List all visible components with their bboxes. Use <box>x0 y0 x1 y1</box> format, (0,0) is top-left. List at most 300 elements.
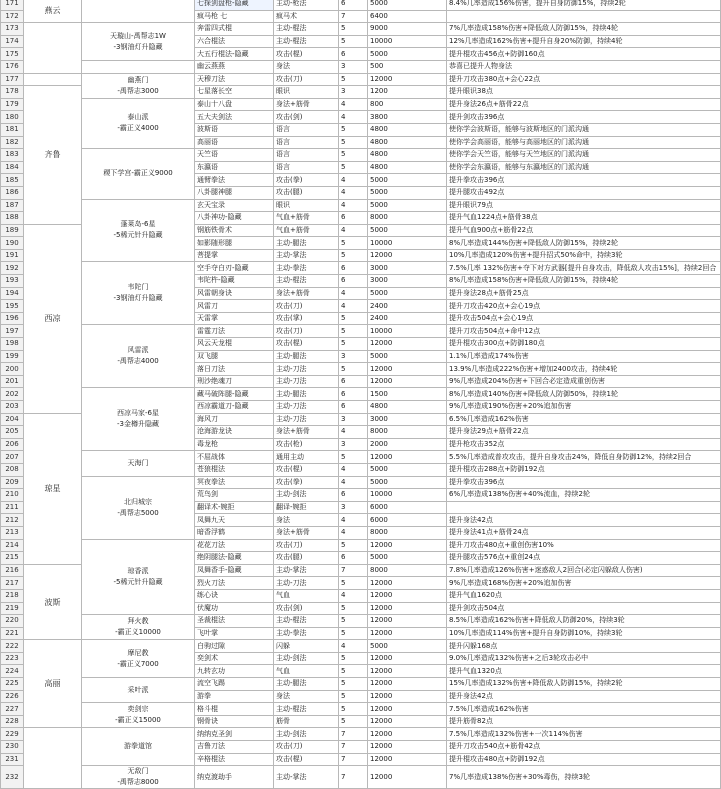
cost-cell[interactable]: 12000 <box>368 715 447 728</box>
row-number-cell[interactable]: 179 <box>1 98 24 111</box>
sect-cell[interactable]: 西凉马家-6星 -3金樽升隐藏 <box>82 388 195 451</box>
row-number-cell[interactable]: 173 <box>1 23 24 36</box>
grade-cell[interactable]: 5 <box>339 325 368 338</box>
table-row[interactable] <box>1 615 721 628</box>
grade-cell[interactable]: 6 <box>339 489 368 502</box>
effect-cell[interactable]: 9%几率造成168%伤害+20%追加伤害 <box>447 577 721 590</box>
table-row[interactable] <box>1 476 721 489</box>
table-row[interactable] <box>1 325 721 338</box>
skill-name-cell[interactable]: 九转玄功 <box>195 665 274 678</box>
row-number-cell[interactable]: 217 <box>1 577 24 590</box>
cost-cell[interactable]: 5000 <box>368 224 447 237</box>
cost-cell[interactable]: 6000 <box>368 514 447 527</box>
skill-type-cell[interactable]: 攻击(棍) <box>274 338 339 351</box>
skill-name-cell[interactable]: 凤舞香手-隐藏 <box>195 564 274 577</box>
cost-cell[interactable]: 12000 <box>368 451 447 464</box>
effect-cell[interactable]: 12%几率造成162%伤害+提升自身20%防御，持续4轮 <box>447 35 721 48</box>
effect-cell[interactable]: 提升剑攻击504点 <box>447 602 721 615</box>
region-cell[interactable]: 燕云 <box>24 0 82 23</box>
row-number-cell[interactable]: 204 <box>1 413 24 426</box>
effect-cell[interactable]: 提升刀攻击380点+会心22点 <box>447 73 721 86</box>
cost-cell[interactable]: 12000 <box>368 338 447 351</box>
grade-cell[interactable]: 5 <box>339 123 368 136</box>
skill-name-cell[interactable]: 八卦腿神腿 <box>195 186 274 199</box>
cost-cell[interactable]: 5000 <box>368 476 447 489</box>
table-row[interactable] <box>1 539 721 552</box>
skill-type-cell[interactable]: 攻击(枪) <box>274 438 339 451</box>
grade-cell[interactable]: 5 <box>339 615 368 628</box>
row-number-cell[interactable]: 172 <box>1 10 24 23</box>
skill-type-cell[interactable]: 语言 <box>274 161 339 174</box>
cost-cell[interactable]: 5000 <box>368 552 447 565</box>
grade-cell[interactable]: 7 <box>339 753 368 766</box>
skill-type-cell[interactable]: 主动-腿法 <box>274 350 339 363</box>
skill-type-cell[interactable]: 气血 <box>274 665 339 678</box>
row-number-cell[interactable]: 176 <box>1 60 24 73</box>
row-number-cell[interactable]: 196 <box>1 312 24 325</box>
skill-name-cell[interactable]: 波斯语 <box>195 123 274 136</box>
skill-type-cell[interactable]: 主动-棍法 <box>274 275 339 288</box>
cost-cell[interactable]: 12000 <box>368 753 447 766</box>
table-row[interactable] <box>1 98 721 111</box>
skill-name-cell[interactable]: 辛格棍法 <box>195 753 274 766</box>
effect-cell[interactable]: 提升气血1620点 <box>447 589 721 602</box>
table-row[interactable] <box>1 149 721 162</box>
effect-cell[interactable]: 提升棍攻击480点+防御192点 <box>447 753 721 766</box>
cost-cell[interactable]: 5000 <box>368 463 447 476</box>
effect-cell[interactable]: 7%几率造成138%伤害+30%毒伤，持续3轮 <box>447 766 721 789</box>
cost-cell[interactable]: 5000 <box>368 174 447 187</box>
table-row[interactable] <box>1 0 721 10</box>
effect-cell[interactable]: 6%几率造成138%伤害+40%流血，持续2轮 <box>447 489 721 502</box>
effect-cell[interactable]: 8%几率造成140%伤害+降低敌人防御50%，持续1轮 <box>447 388 721 401</box>
effect-cell[interactable]: 使你学会波斯语，能够与波斯地区的门派沟通 <box>447 123 721 136</box>
row-number-cell[interactable]: 202 <box>1 388 24 401</box>
grade-cell[interactable]: 3 <box>339 60 368 73</box>
skill-name-cell[interactable]: 伏魔功 <box>195 602 274 615</box>
cost-cell[interactable]: 3000 <box>368 275 447 288</box>
skill-type-cell[interactable]: 气血+筋骨 <box>274 212 339 225</box>
cost-cell[interactable]: 10000 <box>368 489 447 502</box>
table-row[interactable] <box>1 388 721 401</box>
skill-type-cell[interactable]: 攻击(刀) <box>274 539 339 552</box>
skill-name-cell[interactable]: 落日刀法 <box>195 363 274 376</box>
region-cell[interactable]: 西凉 <box>24 224 82 413</box>
table-row[interactable] <box>1 60 721 73</box>
effect-cell[interactable]: 13.9%几率造成222%伤害+增加2400攻击，持续4轮 <box>447 363 721 376</box>
skill-name-cell[interactable]: 荒鸟剑 <box>195 489 274 502</box>
effect-cell[interactable]: 10%几率造成114%伤害+提升自身防御10%，持续3轮 <box>447 627 721 640</box>
row-number-cell[interactable]: 207 <box>1 451 24 464</box>
row-number-cell[interactable]: 208 <box>1 463 24 476</box>
skill-type-cell[interactable]: 攻击(刀) <box>274 325 339 338</box>
cost-cell[interactable]: 4800 <box>368 149 447 162</box>
table-row[interactable] <box>1 23 721 36</box>
skill-type-cell[interactable]: 语言 <box>274 136 339 149</box>
skill-type-cell[interactable]: 主动-棍法 <box>274 35 339 48</box>
cost-cell[interactable]: 12000 <box>368 577 447 590</box>
effect-cell[interactable]: 提升气血1320点 <box>447 665 721 678</box>
grade-cell[interactable]: 4 <box>339 476 368 489</box>
row-number-cell[interactable]: 212 <box>1 514 24 527</box>
effect-cell[interactable]: 提升身法42点 <box>447 690 721 703</box>
effect-cell[interactable]: 提升棍攻击300点+防御180点 <box>447 338 721 351</box>
skill-type-cell[interactable]: 筋骨 <box>274 715 339 728</box>
grade-cell[interactable]: 3 <box>339 350 368 363</box>
effect-cell[interactable]: 10%几率造成120%伤害+提升招式50%命中，持续3轮 <box>447 249 721 262</box>
cost-cell[interactable]: 3000 <box>368 413 447 426</box>
skill-name-cell[interactable]: 泰山十八盘 <box>195 98 274 111</box>
table-row[interactable] <box>1 703 721 716</box>
skill-type-cell[interactable]: 主动-刀法 <box>274 577 339 590</box>
effect-cell[interactable]: 提升刀攻击504点+命中12点 <box>447 325 721 338</box>
row-number-cell[interactable]: 227 <box>1 703 24 716</box>
cost-cell[interactable]: 6400 <box>368 10 447 23</box>
effect-cell[interactable]: 提升身法29点+筋骨22点 <box>447 426 721 439</box>
skill-type-cell[interactable]: 身法+筋骨 <box>274 526 339 539</box>
cost-cell[interactable]: 12000 <box>368 73 447 86</box>
grade-cell[interactable]: 3 <box>339 438 368 451</box>
effect-cell[interactable]: 提升气血900点+筋骨22点 <box>447 224 721 237</box>
grade-cell[interactable]: 4 <box>339 174 368 187</box>
skill-type-cell[interactable]: 攻击(刀) <box>274 300 339 313</box>
skill-type-cell[interactable]: 攻击(掌) <box>274 312 339 325</box>
skill-name-cell[interactable]: 海风刀 <box>195 413 274 426</box>
grade-cell[interactable]: 4 <box>339 287 368 300</box>
cost-cell[interactable]: 5000 <box>368 0 447 10</box>
table-row[interactable] <box>1 640 721 653</box>
skill-name-cell[interactable]: 游拳 <box>195 690 274 703</box>
skill-type-cell[interactable]: 攻击(刀) <box>274 73 339 86</box>
grade-cell[interactable]: 7 <box>339 728 368 741</box>
skill-name-cell[interactable]: 双飞腿 <box>195 350 274 363</box>
row-number-cell[interactable]: 181 <box>1 123 24 136</box>
cost-cell[interactable]: 5000 <box>368 186 447 199</box>
cost-cell[interactable]: 12000 <box>368 627 447 640</box>
effect-cell[interactable]: 提升枪攻击352点 <box>447 438 721 451</box>
grade-cell[interactable]: 5 <box>339 136 368 149</box>
grade-cell[interactable]: 5 <box>339 249 368 262</box>
effect-cell[interactable]: 提升棍攻击456点+防御160点 <box>447 48 721 61</box>
grade-cell[interactable]: 5 <box>339 577 368 590</box>
row-number-cell[interactable]: 225 <box>1 678 24 691</box>
effect-cell[interactable]: 提升身法28点+筋骨25点 <box>447 287 721 300</box>
effect-cell[interactable]: 7.5%几率 132%伤害+夺下对方武器[提升自身攻击，降低敌人攻击15%]，持续2回合 <box>447 262 721 275</box>
effect-cell[interactable]: 提升眼识79点 <box>447 199 721 212</box>
row-number-cell[interactable]: 222 <box>1 640 24 653</box>
skill-type-cell[interactable]: 攻击(棍) <box>274 48 339 61</box>
skill-name-cell[interactable]: 空手夺白刃-隐藏 <box>195 262 274 275</box>
effect-cell[interactable]: 9%几率造成204%伤害+下回合必定造成重创伤害 <box>447 375 721 388</box>
row-number-cell[interactable]: 211 <box>1 501 24 514</box>
skill-name-cell[interactable]: 通臂拳法 <box>195 174 274 187</box>
grade-cell[interactable]: 5 <box>339 363 368 376</box>
effect-cell[interactable]: 7.5%几率造成132%伤害+一次114%伤害 <box>447 728 721 741</box>
skill-name-cell[interactable]: 烈火刀法 <box>195 577 274 590</box>
row-number-cell[interactable]: 189 <box>1 224 24 237</box>
cost-cell[interactable]: 1500 <box>368 388 447 401</box>
row-number-cell[interactable]: 206 <box>1 438 24 451</box>
skill-name-cell[interactable]: 沧海游龙诀 <box>195 426 274 439</box>
skill-type-cell[interactable]: 主动-腿法 <box>274 388 339 401</box>
skill-name-cell[interactable]: 菩提掌 <box>195 249 274 262</box>
grade-cell[interactable]: 4 <box>339 300 368 313</box>
skill-name-cell[interactable]: 飞叶掌 <box>195 627 274 640</box>
row-number-cell[interactable]: 195 <box>1 300 24 313</box>
cost-cell[interactable]: 6000 <box>368 501 447 514</box>
skill-name-cell[interactable]: 幽云燕燕 <box>195 60 274 73</box>
effect-cell[interactable]: 15%几率造成132%伤害+降低敌人防御15%，持续2轮 <box>447 678 721 691</box>
cost-cell[interactable]: 10000 <box>368 237 447 250</box>
skill-type-cell[interactable]: 主动-剑法 <box>274 728 339 741</box>
grade-cell[interactable]: 6 <box>339 212 368 225</box>
skill-type-cell[interactable]: 攻击(棍) <box>274 753 339 766</box>
cost-cell[interactable]: 2000 <box>368 438 447 451</box>
row-number-cell[interactable]: 193 <box>1 275 24 288</box>
grade-cell[interactable]: 5 <box>339 627 368 640</box>
skill-name-cell[interactable]: 苍狼棍法 <box>195 463 274 476</box>
effect-cell[interactable]: 7.8%几率造成126%伤害+迷惑敌人2回合(必定闪躲敌人伤害) <box>447 564 721 577</box>
row-number-cell[interactable]: 231 <box>1 753 24 766</box>
skill-type-cell[interactable]: 身法 <box>274 514 339 527</box>
skill-type-cell[interactable]: 攻击(剑) <box>274 111 339 124</box>
effect-cell[interactable]: 提升刀攻击480点+重创伤害10% <box>447 539 721 552</box>
effect-cell[interactable]: 提升身法42点 <box>447 514 721 527</box>
row-number-cell[interactable]: 183 <box>1 149 24 162</box>
table-row[interactable] <box>1 199 721 212</box>
row-number-cell[interactable]: 221 <box>1 627 24 640</box>
skill-name-cell[interactable]: 天竺语 <box>195 149 274 162</box>
effect-cell[interactable]: 提升棍攻击288点+防御192点 <box>447 463 721 476</box>
effect-cell[interactable]: 提升拳攻击396点 <box>447 476 721 489</box>
table-row[interactable] <box>1 766 721 789</box>
sect-cell[interactable]: 摩尼教 -霸正义7000 <box>82 640 195 678</box>
row-number-cell[interactable]: 210 <box>1 489 24 502</box>
skill-type-cell[interactable]: 身法+筋骨 <box>274 426 339 439</box>
row-number-cell[interactable]: 190 <box>1 237 24 250</box>
skill-name-cell[interactable]: 八卦神功-隐藏 <box>195 212 274 225</box>
skill-name-cell[interactable]: 白驹过隙 <box>195 640 274 653</box>
cost-cell[interactable]: 12000 <box>368 375 447 388</box>
row-number-cell[interactable]: 199 <box>1 350 24 363</box>
skill-name-cell[interactable]: 疯马枪 七 <box>195 10 274 23</box>
cost-cell[interactable]: 1200 <box>368 86 447 99</box>
skill-type-cell[interactable]: 气血 <box>274 589 339 602</box>
region-cell[interactable] <box>24 73 82 86</box>
effect-cell[interactable] <box>447 501 721 514</box>
skill-name-cell[interactable]: 吉鲁刀法 <box>195 741 274 754</box>
row-number-cell[interactable]: 184 <box>1 161 24 174</box>
effect-cell[interactable]: 9%几率造成190%伤害+20%追加伤害 <box>447 401 721 414</box>
cost-cell[interactable]: 12000 <box>368 678 447 691</box>
skill-type-cell[interactable]: 主动-剑法 <box>274 652 339 665</box>
grade-cell[interactable]: 5 <box>339 149 368 162</box>
grade-cell[interactable]: 6 <box>339 48 368 61</box>
grade-cell[interactable]: 5 <box>339 312 368 325</box>
cost-cell[interactable]: 12000 <box>368 539 447 552</box>
skill-name-cell[interactable]: 奔雷四式棍 <box>195 23 274 36</box>
effect-cell[interactable]: 使你学会天竺语，能够与天竺地区的门派沟通 <box>447 149 721 162</box>
row-number-cell[interactable]: 228 <box>1 715 24 728</box>
skill-name-cell[interactable]: 东瀛语 <box>195 161 274 174</box>
skill-type-cell[interactable]: 攻击(拳) <box>274 476 339 489</box>
skill-name-cell[interactable]: 不屈战体 <box>195 451 274 464</box>
row-number-cell[interactable]: 187 <box>1 199 24 212</box>
row-number-cell[interactable]: 178 <box>1 86 24 99</box>
skill-type-cell[interactable]: 眼识 <box>274 86 339 99</box>
table-row[interactable] <box>1 262 721 275</box>
grade-cell[interactable]: 6 <box>339 552 368 565</box>
row-number-cell[interactable]: 226 <box>1 690 24 703</box>
cost-cell[interactable]: 5000 <box>368 287 447 300</box>
skill-type-cell[interactable]: 通用主动 <box>274 451 339 464</box>
table-row[interactable] <box>1 728 721 741</box>
grade-cell[interactable]: 7 <box>339 564 368 577</box>
effect-cell[interactable]: 提升筋骨82点 <box>447 715 721 728</box>
sect-cell[interactable]: 无敌门 -禹帮志8000 <box>82 766 195 789</box>
skill-name-cell[interactable]: 风雷刀 <box>195 300 274 313</box>
row-number-cell[interactable]: 213 <box>1 526 24 539</box>
cost-cell[interactable]: 12000 <box>368 665 447 678</box>
sect-cell[interactable]: 拜火教 -霸正义10000 <box>82 615 195 640</box>
grade-cell[interactable]: 5 <box>339 161 368 174</box>
skill-type-cell[interactable]: 主动-刀法 <box>274 363 339 376</box>
grade-cell[interactable]: 4 <box>339 463 368 476</box>
row-number-cell[interactable]: 175 <box>1 48 24 61</box>
grade-cell[interactable]: 4 <box>339 426 368 439</box>
skill-type-cell[interactable]: 攻击(腿) <box>274 186 339 199</box>
row-number-cell[interactable]: 205 <box>1 426 24 439</box>
skill-type-cell[interactable]: 主动-棍法 <box>274 615 339 628</box>
cost-cell[interactable]: 12000 <box>368 766 447 789</box>
skill-type-cell[interactable]: 闪躲 <box>274 640 339 653</box>
effect-cell[interactable]: 使你学会高丽语，能够与高丽地区的门派沟通 <box>447 136 721 149</box>
grade-cell[interactable]: 5 <box>339 539 368 552</box>
cost-cell[interactable]: 12000 <box>368 690 447 703</box>
row-number-cell[interactable]: 174 <box>1 35 24 48</box>
skill-name-cell[interactable]: 钢筋铁骨术 <box>195 224 274 237</box>
skill-name-cell[interactable]: 绝阴腿法-隐藏 <box>195 552 274 565</box>
skill-name-cell[interactable]: 雷霆刀法 <box>195 325 274 338</box>
sect-cell[interactable]: 蓬莱岛-6星 -5稀元针升隐藏 <box>82 199 195 262</box>
cost-cell[interactable]: 12000 <box>368 363 447 376</box>
skill-name-cell[interactable]: 风云天龙棍 <box>195 338 274 351</box>
grade-cell[interactable]: 5 <box>339 652 368 665</box>
cost-cell[interactable]: 8000 <box>368 212 447 225</box>
cost-cell[interactable]: 8000 <box>368 526 447 539</box>
skill-name-cell[interactable]: 七探剑盘枪-隐藏 <box>195 0 274 10</box>
grade-cell[interactable]: 6 <box>339 0 368 10</box>
region-cell[interactable] <box>24 23 82 73</box>
skill-name-cell[interactable]: 六合棍法 <box>195 35 274 48</box>
skill-name-cell[interactable]: 练心诀 <box>195 589 274 602</box>
grade-cell[interactable]: 4 <box>339 111 368 124</box>
cost-cell[interactable]: 2400 <box>368 300 447 313</box>
skill-type-cell[interactable]: 语言 <box>274 123 339 136</box>
skill-type-cell[interactable]: 攻击(剑) <box>274 602 339 615</box>
effect-cell[interactable]: 1.1%几率造成174%伤害 <box>447 350 721 363</box>
grade-cell[interactable]: 6 <box>339 262 368 275</box>
sect-cell[interactable]: 游拳道馆 <box>82 728 195 766</box>
effect-cell[interactable] <box>447 10 721 23</box>
grade-cell[interactable]: 4 <box>339 224 368 237</box>
grade-cell[interactable]: 5 <box>339 690 368 703</box>
skill-type-cell[interactable]: 攻击(刀) <box>274 741 339 754</box>
skill-name-cell[interactable]: 高丽语 <box>195 136 274 149</box>
skill-type-cell[interactable]: 主动-掌法 <box>274 766 339 789</box>
effect-cell[interactable]: 提升身法41点+筋骨24点 <box>447 526 721 539</box>
grade-cell[interactable]: 6 <box>339 275 368 288</box>
skill-type-cell[interactable]: 主动-拳法 <box>274 627 339 640</box>
effect-cell[interactable]: 提升眼识38点 <box>447 86 721 99</box>
skill-type-cell[interactable]: 主动-拳法 <box>274 262 339 275</box>
row-number-cell[interactable]: 192 <box>1 262 24 275</box>
cost-cell[interactable]: 5000 <box>368 48 447 61</box>
grade-cell[interactable]: 6 <box>339 375 368 388</box>
row-number-cell[interactable]: 186 <box>1 186 24 199</box>
row-number-cell[interactable]: 185 <box>1 174 24 187</box>
grade-cell[interactable]: 4 <box>339 199 368 212</box>
row-number-cell[interactable]: 191 <box>1 249 24 262</box>
skill-name-cell[interactable]: 圣裁棍法 <box>195 615 274 628</box>
grade-cell[interactable]: 5 <box>339 678 368 691</box>
sect-cell[interactable]: 奕剑宗 -霸正义15000 <box>82 703 195 728</box>
grade-cell[interactable]: 5 <box>339 73 368 86</box>
skill-type-cell[interactable]: 攻击(腿) <box>274 552 339 565</box>
effect-cell[interactable]: 7%几率造成158%伤害+降低敌人防御15%，持续4轮 <box>447 23 721 36</box>
grade-cell[interactable]: 5 <box>339 602 368 615</box>
cost-cell[interactable]: 5000 <box>368 350 447 363</box>
skill-name-cell[interactable]: 纳克渡劫手 <box>195 766 274 789</box>
region-cell[interactable]: 波斯 <box>24 564 82 640</box>
cost-cell[interactable]: 12000 <box>368 589 447 602</box>
table-row[interactable] <box>1 451 721 464</box>
cost-cell[interactable]: 3800 <box>368 111 447 124</box>
sect-cell[interactable]: 泰山派 -霸正义4000 <box>82 98 195 148</box>
skill-type-cell[interactable]: 气血+筋骨 <box>274 224 339 237</box>
skill-type-cell[interactable]: 身法+筋骨 <box>274 287 339 300</box>
row-number-cell[interactable]: 180 <box>1 111 24 124</box>
grade-cell[interactable]: 7 <box>339 741 368 754</box>
cost-cell[interactable]: 4800 <box>368 136 447 149</box>
grade-cell[interactable]: 5 <box>339 703 368 716</box>
cost-cell[interactable]: 12000 <box>368 615 447 628</box>
effect-cell[interactable]: 提升刀攻击420点+会心19点 <box>447 300 721 313</box>
cost-cell[interactable]: 10000 <box>368 35 447 48</box>
skill-name-cell[interactable]: 韦陀杵-隐藏 <box>195 275 274 288</box>
skill-name-cell[interactable]: 藏马破阵腿-隐藏 <box>195 388 274 401</box>
skill-type-cell[interactable]: 主动-剑法 <box>274 489 339 502</box>
effect-cell[interactable]: 提升攻击504点+会心19点 <box>447 312 721 325</box>
effect-cell[interactable]: 7.5%几率造成162%伤害 <box>447 703 721 716</box>
effect-cell[interactable]: 提升拳攻击396点 <box>447 174 721 187</box>
skill-name-cell[interactable]: 纳纳克圣剑 <box>195 728 274 741</box>
cost-cell[interactable]: 8000 <box>368 564 447 577</box>
row-number-cell[interactable]: 224 <box>1 665 24 678</box>
sect-cell[interactable]: 幽燕门 -禹帮志3000 <box>82 73 195 98</box>
effect-cell[interactable]: 提升身法26点+筋骨22点 <box>447 98 721 111</box>
sect-cell[interactable]: 风雷派 -禹帮志4000 <box>82 325 195 388</box>
cost-cell[interactable]: 5000 <box>368 199 447 212</box>
skill-name-cell[interactable]: 七星落长空 <box>195 86 274 99</box>
skill-type-cell[interactable]: 攻击(拳) <box>274 174 339 187</box>
grade-cell[interactable]: 5 <box>339 715 368 728</box>
row-number-cell[interactable]: 182 <box>1 136 24 149</box>
grade-cell[interactable]: 5 <box>339 665 368 678</box>
skill-name-cell[interactable]: 刑沙绝魂刀 <box>195 375 274 388</box>
cost-cell[interactable]: 8000 <box>368 426 447 439</box>
grade-cell[interactable]: 7 <box>339 10 368 23</box>
